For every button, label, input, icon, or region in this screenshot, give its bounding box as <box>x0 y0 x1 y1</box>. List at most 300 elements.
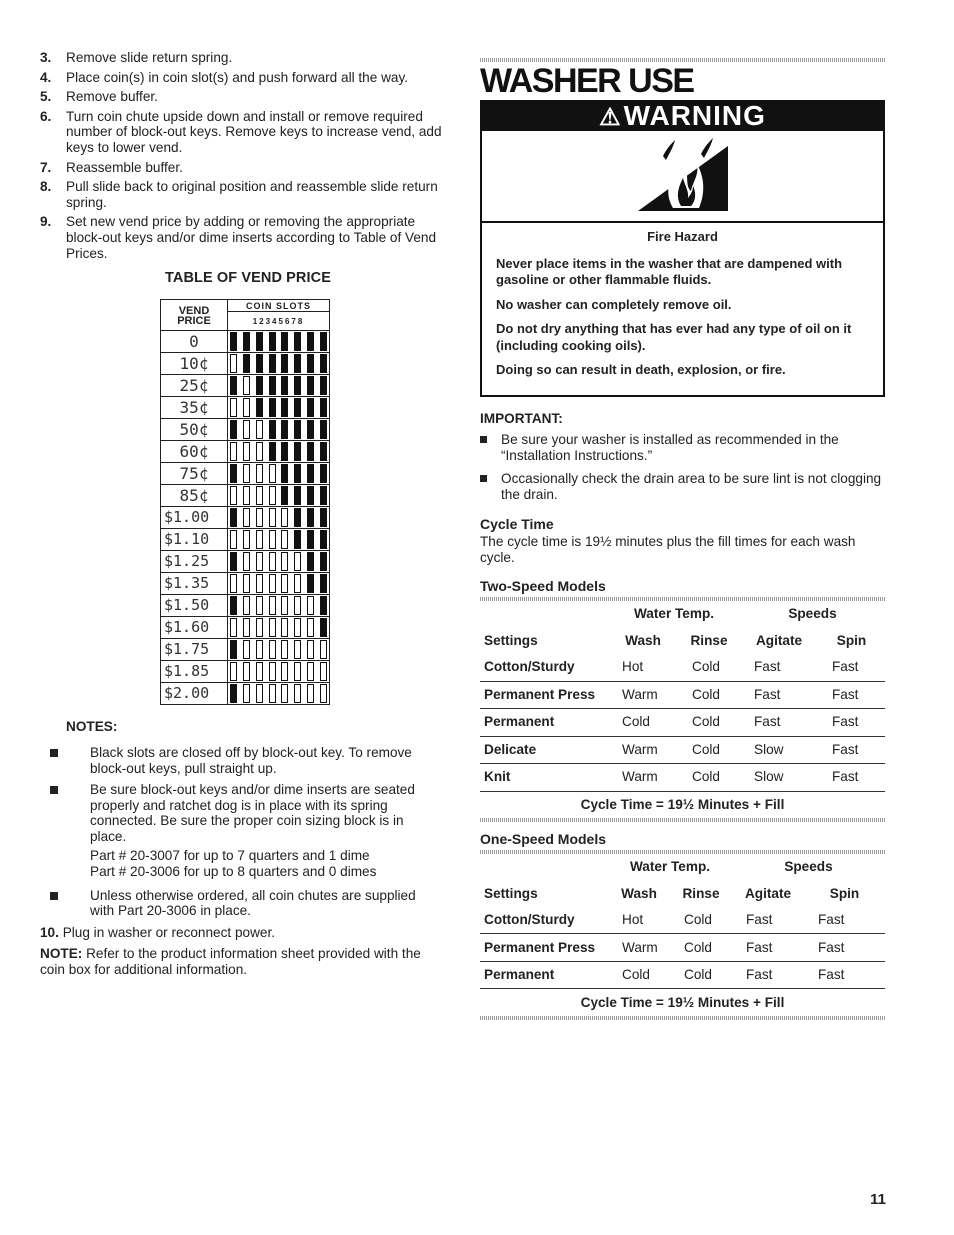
warning-line: No washer can completely remove oil. <box>496 296 732 312</box>
blocked-slot <box>269 376 276 395</box>
table-row <box>480 961 885 989</box>
notes-list <box>40 745 442 845</box>
setting-value: Fast <box>804 934 885 962</box>
step-item: 5. Remove buffer. <box>40 89 158 105</box>
warning-header <box>482 99 883 132</box>
blocked-slot <box>320 508 327 527</box>
open-slot <box>230 398 237 417</box>
left-column <box>40 50 442 978</box>
open-slot <box>269 684 276 703</box>
open-slot <box>281 574 288 593</box>
table-row <box>480 681 885 709</box>
open-slot <box>294 640 301 659</box>
col-settings: Settings <box>484 632 538 648</box>
important-item: Occasionally check the drain area to be sure lint is not clogging the drain. <box>480 471 885 502</box>
col-spin: Spin <box>829 885 860 901</box>
blocked-slot <box>269 442 276 461</box>
blocked-slot <box>281 420 288 439</box>
slot-pattern-box <box>230 354 327 373</box>
blocked-slot <box>230 640 237 659</box>
slot-pattern <box>228 529 330 551</box>
col-wash: Wash <box>625 632 661 648</box>
vend-price: $2.00 <box>161 683 228 705</box>
open-slot <box>243 442 250 461</box>
setting-value: Warm <box>608 681 678 709</box>
blocked-slot <box>320 398 327 417</box>
step-item: 9. Set new vend price by adding or removing the appropriate block-out keys and/or dime inserts according to Table of Vend Prices. <box>40 214 437 261</box>
step-item: 7. Reassemble buffer. <box>40 159 183 175</box>
slot-pattern <box>228 331 330 353</box>
table-group-header <box>480 601 885 628</box>
vend-price: $1.35 <box>161 573 228 595</box>
fire-icon <box>633 136 733 216</box>
blocked-slot <box>269 332 276 351</box>
blocked-slot <box>307 464 314 483</box>
important-list <box>480 432 885 502</box>
setting-value: Fast <box>732 907 804 934</box>
step-item: 3. Remove slide return spring. <box>40 50 233 65</box>
setting-value: Cold <box>670 907 732 934</box>
setting-value: Cold <box>678 764 740 792</box>
warning-triangle-icon: ⚠ <box>599 103 622 131</box>
warning-line: Doing so can result in death, explosion, or fire. <box>496 362 786 378</box>
slot-pattern <box>228 485 330 507</box>
open-slot <box>269 464 276 483</box>
blocked-slot <box>243 354 250 373</box>
slot-pattern-box <box>230 640 327 659</box>
vend-price: $1.60 <box>161 617 228 639</box>
setting-name: Knit <box>480 764 608 792</box>
open-slot <box>256 508 263 527</box>
blocked-slot <box>230 420 237 439</box>
vend-row <box>161 507 330 529</box>
setting-value: Warm <box>608 736 678 764</box>
open-slot <box>269 530 276 549</box>
open-slot <box>243 552 250 571</box>
open-slot <box>243 486 250 505</box>
blocked-slot <box>230 552 237 571</box>
slot-pattern-box <box>230 376 327 395</box>
slot-pattern <box>228 573 330 595</box>
slot-pattern-box <box>230 508 327 527</box>
open-slot <box>243 420 250 439</box>
open-slot <box>269 486 276 505</box>
vend-row <box>161 573 330 595</box>
setting-name: Cotton/Sturdy <box>480 654 608 681</box>
open-slot <box>243 596 250 615</box>
vend-price: $1.00 <box>161 507 228 529</box>
blocked-slot <box>256 332 263 351</box>
setting-name: Cotton/Sturdy <box>480 907 608 934</box>
open-slot <box>281 662 288 681</box>
blocked-slot <box>320 552 327 571</box>
coin-slots-title: COIN SLOTS <box>228 301 329 312</box>
table-rule <box>480 1016 885 1020</box>
table-row <box>480 764 885 792</box>
vend-price: 25¢ <box>161 375 228 397</box>
open-slot <box>269 574 276 593</box>
important-heading: IMPORTANT: <box>480 410 563 426</box>
open-slot <box>294 662 301 681</box>
vend-price: 0 <box>161 331 228 353</box>
open-slot <box>281 596 288 615</box>
open-slot <box>307 596 314 615</box>
notes-list-2 <box>40 888 442 919</box>
open-slot <box>281 684 288 703</box>
blocked-slot <box>230 508 237 527</box>
page-number: 11 <box>870 1191 886 1208</box>
blocked-slot <box>320 376 327 395</box>
blocked-slot <box>320 332 327 351</box>
open-slot <box>256 442 263 461</box>
vend-row <box>161 397 330 419</box>
vend-row <box>161 419 330 441</box>
blocked-slot <box>307 398 314 417</box>
col-spin: Spin <box>836 632 867 648</box>
speeds-header: Speeds <box>788 606 837 622</box>
part-line: Part # 20-3007 for up to 7 quarters and 1 dime <box>90 848 370 864</box>
blocked-slot <box>256 398 263 417</box>
open-slot <box>256 640 263 659</box>
slot-pattern <box>228 661 330 683</box>
cycle-time-footer: Cycle Time = 19½ Minutes + Fill <box>580 796 785 812</box>
open-slot <box>281 618 288 637</box>
step-item: 6. Turn coin chute upside down and install or remove required number of block-out keys. Remove keys to increase vend, add keys to lower vend. <box>40 108 442 155</box>
setting-value: Cold <box>608 961 670 989</box>
blocked-slot <box>256 376 263 395</box>
open-slot <box>230 530 237 549</box>
open-slot <box>269 640 276 659</box>
open-slot <box>243 640 250 659</box>
bullet-square <box>480 436 487 443</box>
setting-value: Fast <box>740 681 818 709</box>
open-slot <box>243 618 250 637</box>
open-slot <box>256 662 263 681</box>
table-column-header <box>480 880 885 907</box>
blocked-slot <box>307 332 314 351</box>
water-temp-header: Water Temp. <box>629 859 711 875</box>
blocked-slot <box>307 354 314 373</box>
slot-pattern <box>228 353 330 375</box>
bullet-square <box>50 786 58 794</box>
setting-name: Permanent <box>480 961 608 989</box>
slot-pattern <box>228 595 330 617</box>
table-rule <box>480 818 885 822</box>
setting-value: Fast <box>818 709 885 737</box>
bullet-square <box>50 749 58 757</box>
open-slot <box>243 684 250 703</box>
blocked-slot <box>256 354 263 373</box>
setting-value: Fast <box>818 654 885 681</box>
open-slot <box>256 596 263 615</box>
slot-pattern <box>228 397 330 419</box>
open-slot <box>256 574 263 593</box>
open-slot <box>269 552 276 571</box>
blocked-slot <box>320 618 327 637</box>
vend-price-table <box>160 299 330 706</box>
warning-text <box>482 223 883 395</box>
table-row <box>480 934 885 962</box>
slot-numbers: 12345678 <box>252 316 305 326</box>
vend-row <box>161 639 330 661</box>
col-agitate: Agitate <box>744 885 792 901</box>
vend-row <box>161 441 330 463</box>
blocked-slot <box>269 420 276 439</box>
blocked-slot <box>307 508 314 527</box>
cycle-time-footer: Cycle Time = 19½ Minutes + Fill <box>580 994 785 1010</box>
setting-value: Cold <box>608 709 678 737</box>
slot-pattern-box <box>230 420 327 439</box>
col-wash: Wash <box>621 885 657 901</box>
setting-value: Cold <box>670 961 732 989</box>
blocked-slot <box>281 354 288 373</box>
blocked-slot <box>307 552 314 571</box>
open-slot <box>243 574 250 593</box>
note-item: Be sure block-out keys and/or dime inserts are seated properly and ratchet dog is in place with its spring connected. Be sure the proper coin sizing block is in place. <box>40 782 442 844</box>
open-slot <box>294 596 301 615</box>
vend-row <box>161 661 330 683</box>
open-slot <box>243 376 250 395</box>
blocked-slot <box>320 486 327 505</box>
vend-row <box>161 683 330 705</box>
blocked-slot <box>281 376 288 395</box>
setting-value: Cold <box>678 654 740 681</box>
open-slot <box>281 640 288 659</box>
warning-label: WARNING <box>623 99 766 131</box>
vend-price: $1.50 <box>161 595 228 617</box>
one-speed-heading: One-Speed Models <box>480 831 607 848</box>
open-slot <box>256 552 263 571</box>
open-slot <box>320 662 327 681</box>
right-column <box>480 58 885 1020</box>
blocked-slot <box>320 530 327 549</box>
one-speed-table <box>480 854 885 1016</box>
blocked-slot <box>307 442 314 461</box>
slot-pattern <box>228 551 330 573</box>
vend-price: 35¢ <box>161 397 228 419</box>
coin-slots-header <box>228 299 330 331</box>
setting-value: Fast <box>732 961 804 989</box>
open-slot <box>230 662 237 681</box>
warning-line: Never place items in the washer that are dampened with gasoline or other flammable fluids. <box>496 255 843 288</box>
open-slot <box>294 552 301 571</box>
blocked-slot <box>294 420 301 439</box>
blocked-slot <box>307 530 314 549</box>
blocked-slot <box>269 354 276 373</box>
setting-value: Fast <box>804 907 885 934</box>
blocked-slot <box>294 442 301 461</box>
setting-value: Fast <box>818 764 885 792</box>
open-slot <box>307 640 314 659</box>
blocked-slot <box>320 596 327 615</box>
col-rinse: Rinse <box>682 885 720 901</box>
blocked-slot <box>294 354 301 373</box>
slot-pattern-box <box>230 398 327 417</box>
fire-hazard-area <box>482 131 883 223</box>
step-number: 10. <box>40 924 59 940</box>
open-slot <box>307 662 314 681</box>
open-slot <box>230 574 237 593</box>
steps-list <box>40 50 442 261</box>
table-footer <box>480 989 885 1016</box>
open-slot <box>243 398 250 417</box>
vend-price: 10¢ <box>161 353 228 375</box>
table-group-header <box>480 854 885 881</box>
warning-box <box>480 100 885 397</box>
open-slot <box>320 640 327 659</box>
slot-pattern-box <box>230 596 327 615</box>
cycle-time-text: The cycle time is 19½ minutes plus the fill times for each wash cycle. <box>480 534 856 565</box>
setting-value: Fast <box>740 654 818 681</box>
vend-price: $1.75 <box>161 639 228 661</box>
slot-pattern-box <box>230 684 327 703</box>
open-slot <box>281 530 288 549</box>
open-slot <box>294 684 301 703</box>
slot-pattern <box>228 507 330 529</box>
open-slot <box>243 508 250 527</box>
speeds-header: Speeds <box>784 859 833 875</box>
part-line: Part # 20-3006 for up to 8 quarters and 0 dimes <box>90 864 377 880</box>
open-slot <box>281 552 288 571</box>
note-text: Refer to the product information sheet provided with the coin box for additional information. <box>40 946 421 978</box>
table-column-header <box>480 628 885 655</box>
setting-value: Fast <box>804 961 885 989</box>
blocked-slot <box>294 376 301 395</box>
setting-value: Warm <box>608 934 670 962</box>
vend-table-title: TABLE OF VEND PRICE <box>165 270 331 287</box>
table-row <box>480 654 885 681</box>
blocked-slot <box>294 508 301 527</box>
open-slot <box>294 618 301 637</box>
slot-pattern-box <box>230 662 327 681</box>
washer-use-title: WASHER USE <box>480 62 694 100</box>
setting-value: Fast <box>740 709 818 737</box>
vend-table-body <box>161 331 330 705</box>
important-item: Be sure your washer is installed as recommended in the “Installation Instructions.” <box>480 432 885 463</box>
blocked-slot <box>320 464 327 483</box>
setting-value: Hot <box>608 907 670 934</box>
blocked-slot <box>294 464 301 483</box>
vend-price: $1.10 <box>161 529 228 551</box>
note-item: Black slots are closed off by block-out key. To remove block-out keys, pull straight up. <box>40 745 442 776</box>
col-settings: Settings <box>484 885 538 901</box>
setting-name: Permanent <box>480 709 608 737</box>
blocked-slot <box>230 596 237 615</box>
price-header-line: PRICE <box>177 315 211 328</box>
setting-value: Cold <box>678 736 740 764</box>
slot-pattern-box <box>230 442 327 461</box>
slot-pattern <box>228 441 330 463</box>
vend-price: 60¢ <box>161 441 228 463</box>
bullet-square <box>480 475 487 482</box>
vend-row <box>161 595 330 617</box>
open-slot <box>256 420 263 439</box>
table-row <box>480 736 885 764</box>
blocked-slot <box>230 376 237 395</box>
open-slot <box>269 662 276 681</box>
blocked-slot <box>230 464 237 483</box>
note-item: Unless otherwise ordered, all coin chutes are supplied with Part 20-3006 in place. <box>40 888 442 919</box>
setting-name: Delicate <box>480 736 608 764</box>
open-slot <box>230 618 237 637</box>
blocked-slot <box>281 486 288 505</box>
blocked-slot <box>230 332 237 351</box>
table-row <box>480 907 885 934</box>
open-slot <box>243 464 250 483</box>
slot-pattern-box <box>230 332 327 351</box>
setting-value: Fast <box>818 681 885 709</box>
setting-name: Permanent Press <box>480 934 608 962</box>
slot-pattern-box <box>230 486 327 505</box>
slot-pattern <box>228 463 330 485</box>
setting-value: Hot <box>608 654 678 681</box>
vend-price: $1.85 <box>161 661 228 683</box>
open-slot <box>230 354 237 373</box>
slot-pattern <box>228 639 330 661</box>
open-slot <box>281 508 288 527</box>
vend-row <box>161 529 330 551</box>
warning-line: Do not dry anything that has ever had any type of oil on it (including cooking oils). <box>496 321 852 353</box>
slot-pattern-box <box>230 552 327 571</box>
step-item: 4. Place coin(s) in coin slot(s) and push forward all the way. <box>40 69 409 85</box>
open-slot <box>294 574 301 593</box>
step-text: Plug in washer or reconnect power. <box>62 924 276 940</box>
open-slot <box>269 508 276 527</box>
blocked-slot <box>230 684 237 703</box>
notes-heading: NOTES: <box>66 719 118 735</box>
open-slot <box>269 618 276 637</box>
step-10 <box>40 925 442 941</box>
open-slot <box>256 618 263 637</box>
open-slot <box>256 530 263 549</box>
setting-value: Slow <box>740 764 818 792</box>
vend-price: $1.25 <box>161 551 228 573</box>
cycle-time-heading: Cycle Time <box>480 515 554 532</box>
open-slot <box>230 486 237 505</box>
setting-value: Fast <box>732 934 804 962</box>
blocked-slot <box>281 332 288 351</box>
slot-pattern-box <box>230 464 327 483</box>
blocked-slot <box>281 442 288 461</box>
step-item: 8. Pull slide back to original position and reassemble slide return spring. <box>40 179 438 210</box>
setting-value: Cold <box>678 709 740 737</box>
vend-row <box>161 375 330 397</box>
setting-value: Warm <box>608 764 678 792</box>
open-slot <box>320 684 327 703</box>
slot-pattern <box>228 617 330 639</box>
blocked-slot <box>294 486 301 505</box>
blocked-slot <box>320 442 327 461</box>
blocked-slot <box>243 332 250 351</box>
blocked-slot <box>307 574 314 593</box>
open-slot <box>256 684 263 703</box>
open-slot <box>256 486 263 505</box>
table-row <box>480 709 885 737</box>
open-slot <box>307 618 314 637</box>
vend-row <box>161 463 330 485</box>
open-slot <box>243 530 250 549</box>
vend-row <box>161 331 330 353</box>
fire-hazard-label: Fire Hazard <box>647 229 718 245</box>
vend-price: 85¢ <box>161 485 228 507</box>
water-temp-header: Water Temp. <box>633 606 715 622</box>
open-slot <box>307 684 314 703</box>
blocked-slot <box>294 530 301 549</box>
note-paragraph <box>40 946 442 977</box>
slot-pattern <box>228 375 330 397</box>
slot-pattern-box <box>230 618 327 637</box>
blocked-slot <box>269 398 276 417</box>
